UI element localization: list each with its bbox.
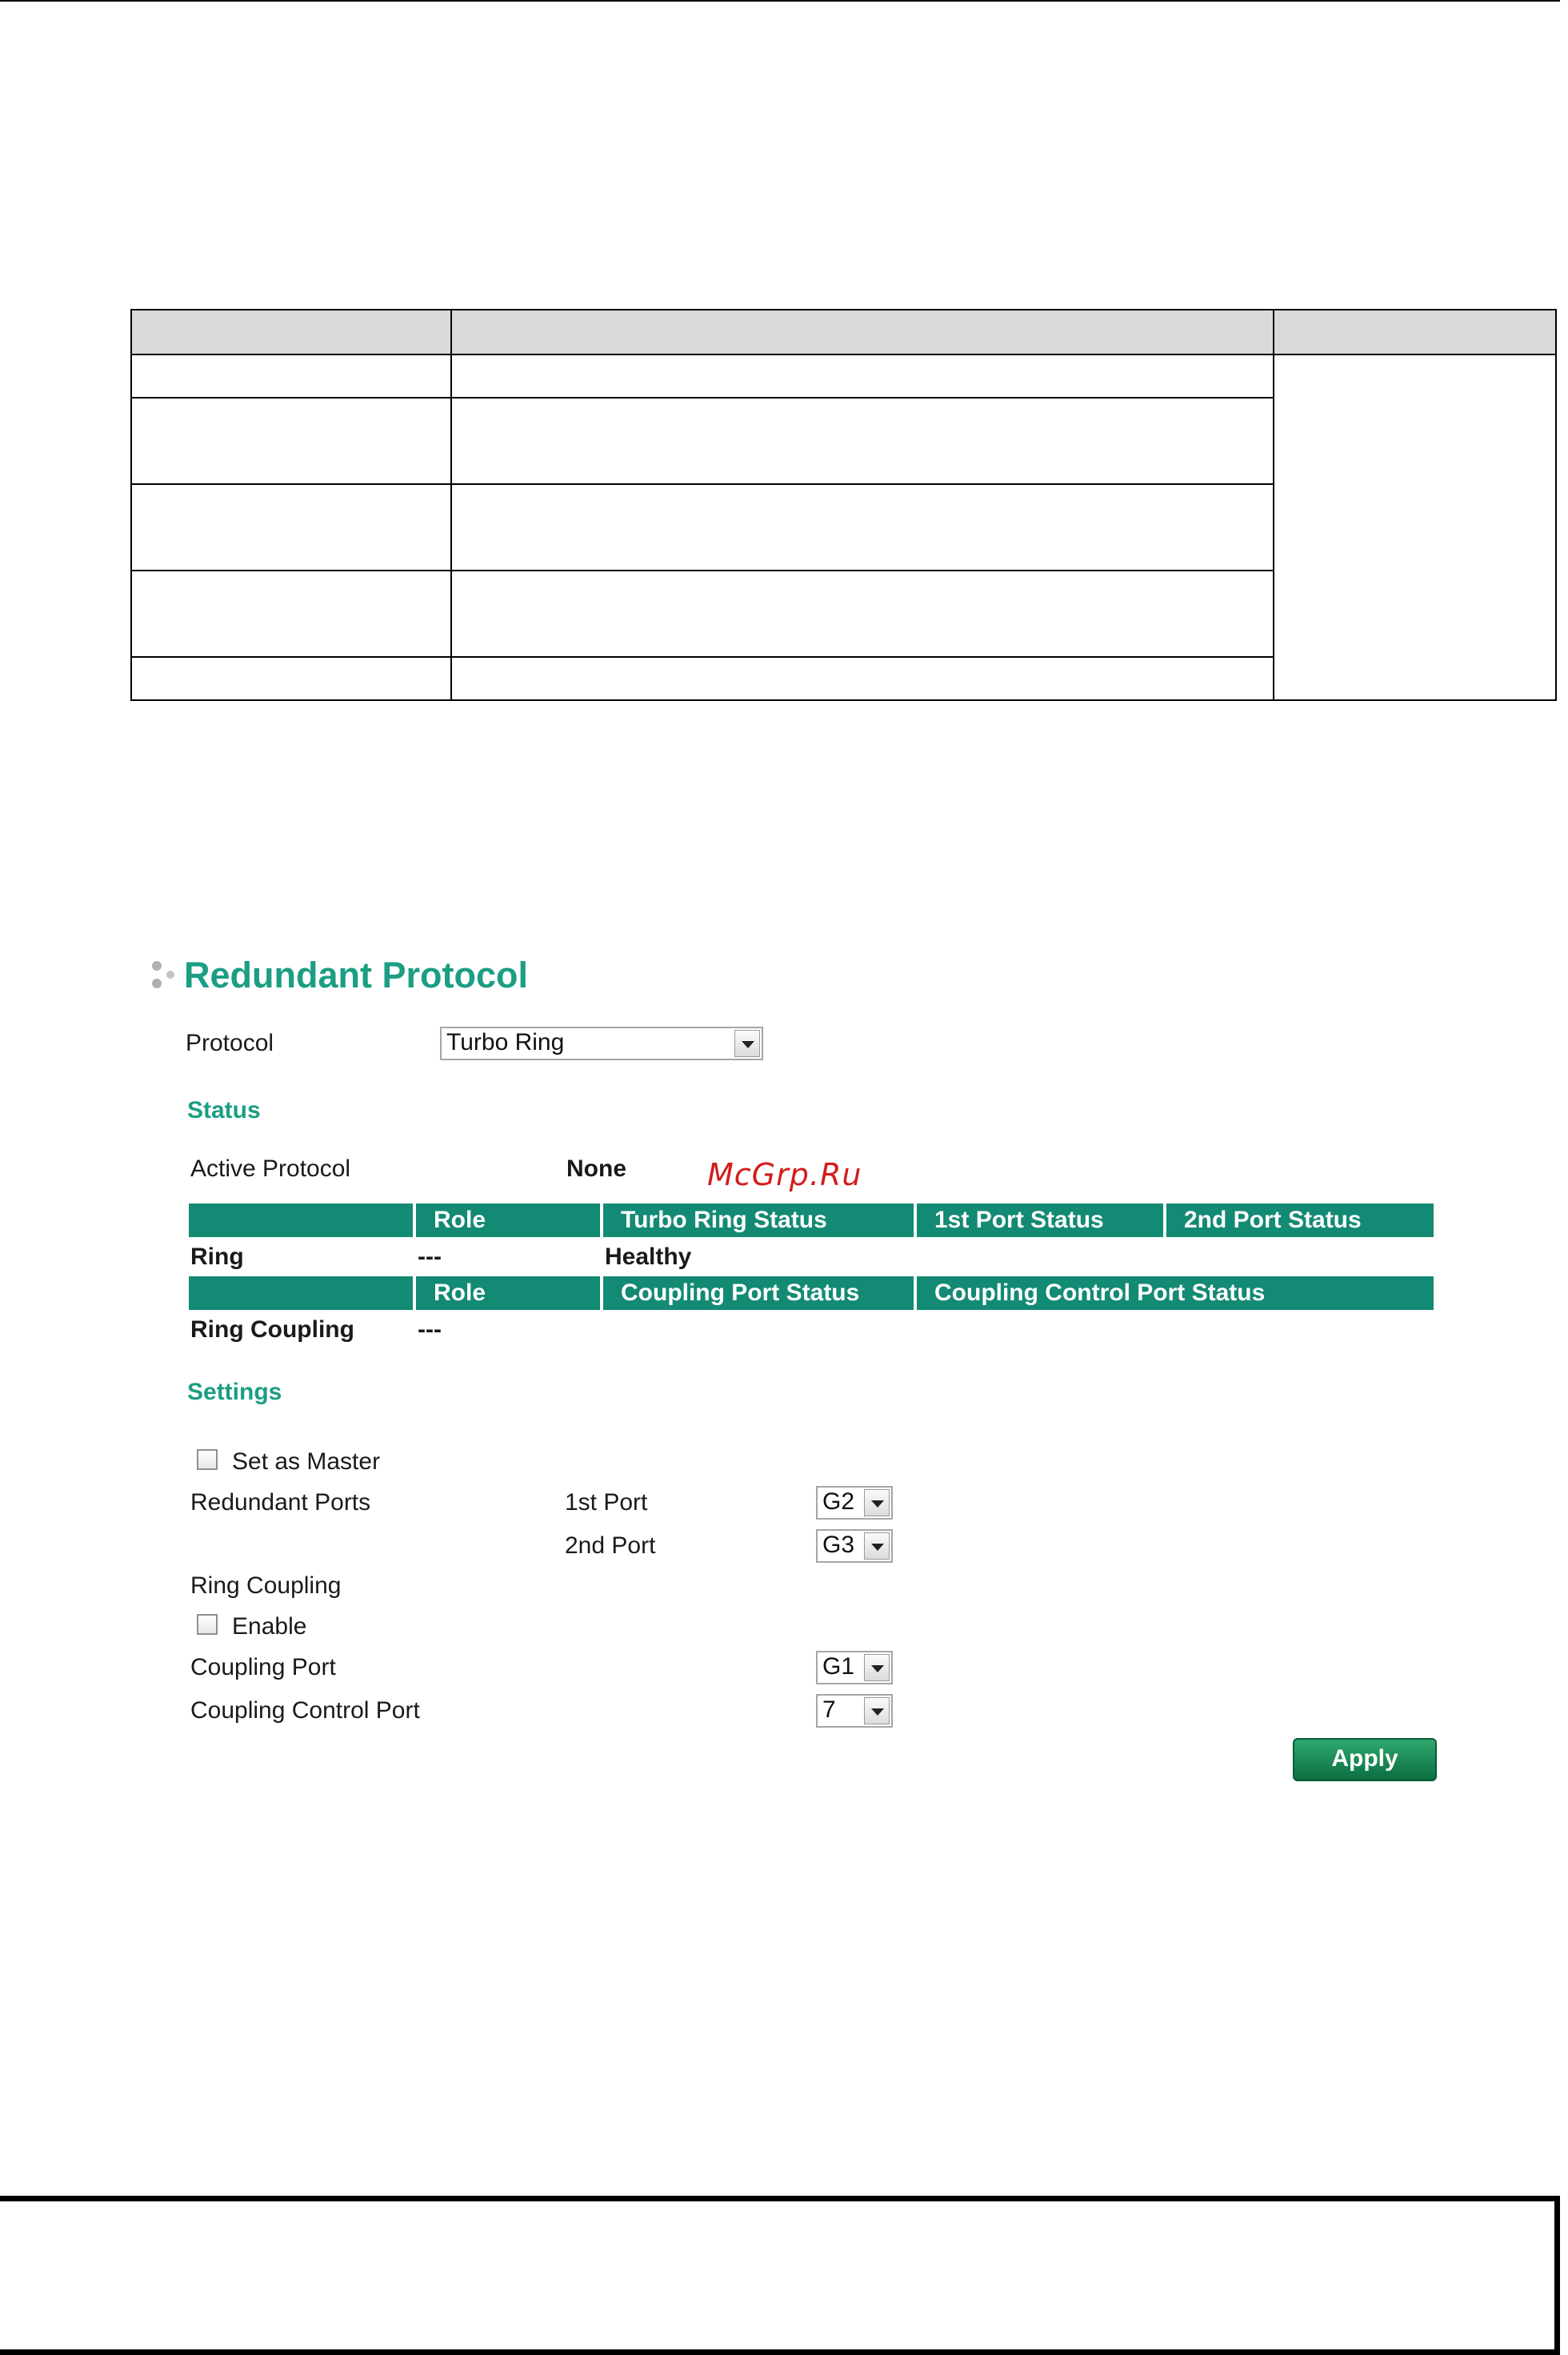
first-port-label: 1st Port bbox=[565, 1489, 648, 1516]
coupling-row-role: --- bbox=[418, 1316, 442, 1343]
active-protocol-label: Active Protocol bbox=[190, 1155, 351, 1182]
coupling-port-label: Coupling Port bbox=[190, 1654, 336, 1680]
footer-frame bbox=[0, 2196, 1560, 2355]
ring-header-role: Role bbox=[413, 1204, 600, 1237]
ring-coupling-label: Ring Coupling bbox=[190, 1572, 342, 1599]
ring-header-turbo-ring-status: Turbo Ring Status bbox=[600, 1204, 914, 1237]
ring-row-status: Healthy bbox=[605, 1244, 692, 1270]
coupling-control-port-value: 7 bbox=[822, 1696, 836, 1723]
protocol-select[interactable] bbox=[440, 1027, 763, 1060]
protocol-label: Protocol bbox=[186, 1030, 274, 1056]
coupling-control-port-label: Coupling Control Port bbox=[190, 1697, 420, 1724]
enable-coupling-label: Enable bbox=[232, 1613, 307, 1640]
apply-button[interactable]: Apply bbox=[1293, 1738, 1437, 1781]
set-as-master-checkbox[interactable] bbox=[197, 1449, 218, 1470]
first-port-value: G2 bbox=[822, 1488, 855, 1515]
set-as-master-label: Set as Master bbox=[232, 1448, 381, 1475]
settings-section-title: Settings bbox=[187, 1379, 282, 1405]
redundant-ports-label: Redundant Ports bbox=[190, 1489, 371, 1516]
status-section-title: Status bbox=[187, 1097, 261, 1123]
coupling-status-header bbox=[189, 1276, 1434, 1310]
active-protocol-value: None bbox=[566, 1155, 626, 1182]
enable-coupling-checkbox[interactable] bbox=[197, 1614, 218, 1635]
ring-row-name: Ring bbox=[190, 1244, 244, 1270]
first-port-select[interactable] bbox=[816, 1486, 893, 1520]
ring-status-header bbox=[189, 1204, 1434, 1237]
second-port-label: 2nd Port bbox=[565, 1532, 656, 1559]
coupling-port-select[interactable] bbox=[816, 1651, 893, 1684]
chevron-down-icon[interactable] bbox=[864, 1489, 890, 1516]
chevron-down-icon[interactable] bbox=[864, 1532, 890, 1560]
chevron-down-icon[interactable] bbox=[734, 1030, 760, 1057]
second-port-select[interactable] bbox=[816, 1529, 893, 1563]
coupling-header-control-port-status: Coupling Control Port Status bbox=[914, 1276, 1434, 1310]
protocol-select-value: Turbo Ring bbox=[446, 1029, 565, 1055]
ring-header-second-port-status: 2nd Port Status bbox=[1163, 1204, 1434, 1237]
ring-header-first-port-status: 1st Port Status bbox=[914, 1204, 1163, 1237]
chevron-down-icon[interactable] bbox=[864, 1697, 890, 1724]
coupling-port-value: G1 bbox=[822, 1653, 855, 1680]
title-dots-icon bbox=[149, 959, 182, 992]
second-port-value: G3 bbox=[822, 1532, 855, 1558]
coupling-header-role: Role bbox=[413, 1276, 600, 1310]
chevron-down-icon[interactable] bbox=[864, 1654, 890, 1681]
coupling-row-name: Ring Coupling bbox=[190, 1316, 354, 1343]
page-title: Redundant Protocol bbox=[184, 955, 528, 995]
coupling-control-port-select[interactable] bbox=[816, 1694, 893, 1728]
ring-row-role: --- bbox=[418, 1244, 442, 1270]
coupling-header-port-status: Coupling Port Status bbox=[600, 1276, 914, 1310]
watermark: McGrp.Ru bbox=[707, 1157, 862, 1192]
